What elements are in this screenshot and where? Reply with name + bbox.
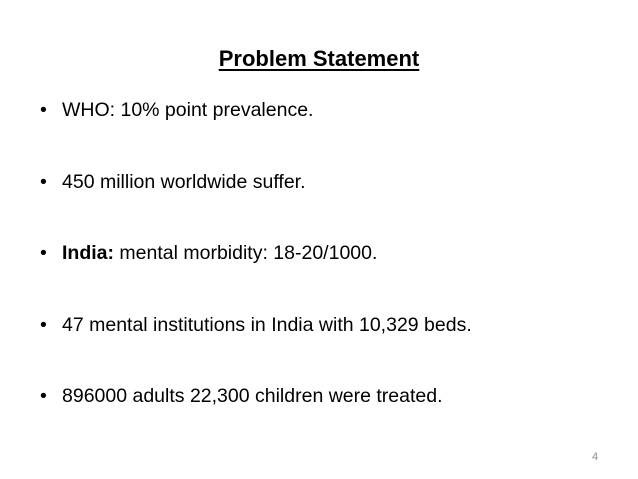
bullet-lead: India: xyxy=(62,242,114,264)
bullet-dot-icon: • xyxy=(40,242,47,264)
bullet-text: 450 million worldwide suffer. xyxy=(62,170,306,193)
bullet-dot-icon: • xyxy=(40,385,47,407)
bullet-item xyxy=(40,241,472,265)
bullet-dot-icon: • xyxy=(40,99,47,121)
bullet-item xyxy=(40,313,472,337)
bullet-item xyxy=(40,98,472,122)
bullet-text: WHO: 10% point prevalence. xyxy=(62,99,314,121)
bullet-list xyxy=(40,98,472,456)
slide-title: Problem Statement xyxy=(218,46,420,71)
page-number: 4 xyxy=(592,451,599,463)
bullet-text: mental morbidity: 18-20/1000. xyxy=(114,242,378,264)
bullet-text: 47 mental institutions in India with 10,329 beds. xyxy=(62,313,472,336)
bullet-dot-icon: • xyxy=(40,313,47,336)
bullet-item xyxy=(40,170,472,194)
bullet-text: 896000 adults 22,300 children were treated. xyxy=(62,385,443,407)
bullet-item xyxy=(40,384,472,408)
bullet-dot-icon: • xyxy=(40,170,47,193)
